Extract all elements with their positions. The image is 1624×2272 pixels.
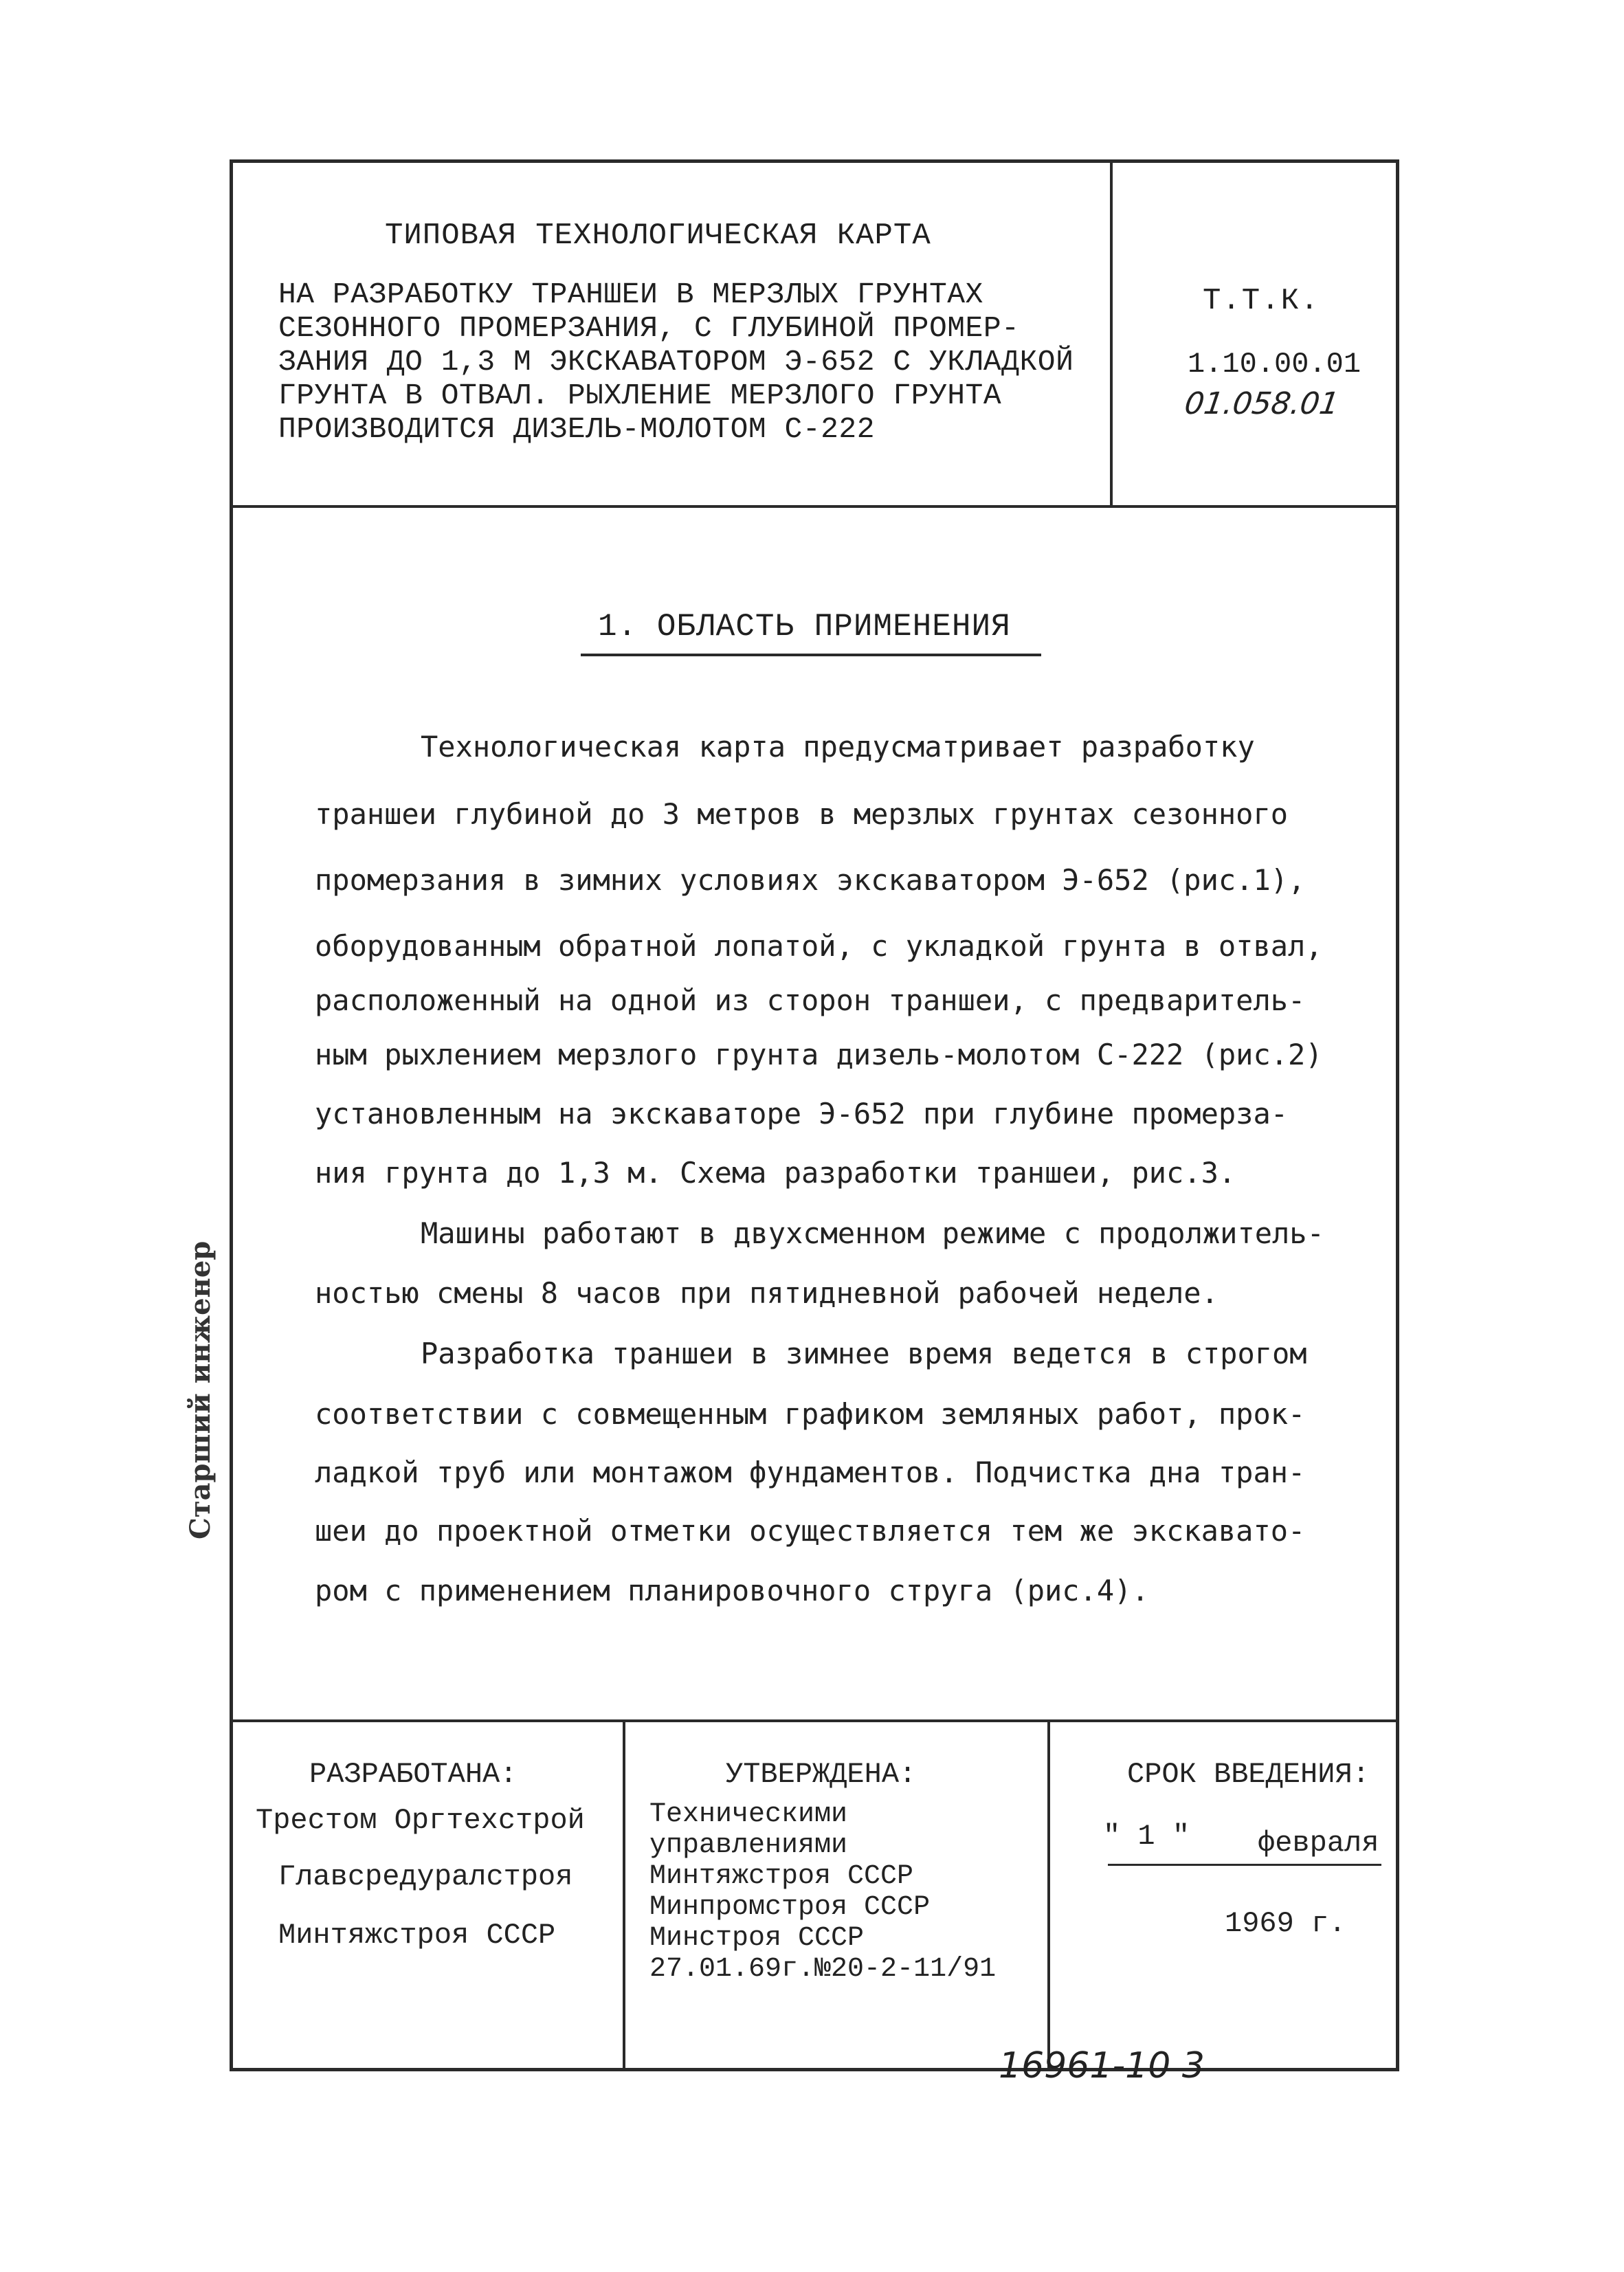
effective-day: " 1 " [1103,1820,1190,1853]
paragraph-line: ния грунта до 1,3 м. Схема разработки траншеи, рис.3. [315,1156,1236,1190]
footer-divider [1047,1719,1050,2071]
paragraph-line: установленным на экскаваторе Э-652 при глубине промерза- [315,1097,1289,1131]
approved-line: 27.01.69г.№20-2-11/91 [649,1954,997,1985]
effective-month: февраля [1258,1827,1379,1860]
paragraph-line: ностью смены 8 часов при пятидневной рабочей неделе. [315,1276,1219,1310]
section-title-underline [581,654,1041,656]
paragraph-line: Разработка траншеи в зимнее время ведется в строгом [421,1337,1307,1370]
effective-heading: СРОК ВВЕДЕНИЯ: [1127,1758,1370,1791]
subtitle-line: ГРУНТА В ОТВАЛ. РЫХЛЕНИЕ МЕРЗЛОГО ГРУНТА [278,379,1002,412]
paragraph-line: Машины работают в двухсменном режиме с продолжитель- [421,1216,1324,1250]
code-number: 1.10.00.01 [1188,348,1361,381]
approved-line: Минтяжстроя СССР [649,1861,914,1892]
footer-divider [623,1719,625,2071]
developed-line: Главсредуралстроя [278,1860,573,1893]
paragraph-line: соответствии с совмещенным графиком земляных работ, прок- [315,1397,1306,1431]
developed-line: Минтяжстроя СССР [278,1919,556,1952]
code-handwritten: 01.058.01 [1182,386,1342,421]
approved-heading: УТВЕРЖДЕНА: [726,1758,917,1791]
paragraph-line: промерзания в зимних условиях экскаватором Э-652 (рис.1), [315,863,1306,897]
approved-line: Техническими [649,1799,848,1830]
developed-line: Трестом Оргтехстрой [256,1804,585,1837]
paragraph-line: расположенный на одной из сторон траншеи, с предваритель- [315,983,1306,1017]
paragraph-line: траншеи глубиной до 3 метров в мерзлых грунтах сезонного [315,797,1289,831]
section-title: 1. ОБЛАСТЬ ПРИМЕНЕНИЯ [598,609,1011,645]
subtitle-line: СЕЗОННОГО ПРОМЕРЗАНИЯ, С ГЛУБИНОЙ ПРОМЕР- [278,311,1020,345]
side-stamp: Старший инженер [184,1240,216,1539]
code-abbreviation: Т.Т.К. [1203,284,1320,318]
effective-year: 1969 г. [1225,1907,1346,1940]
approved-line: Минстроя СССР [649,1923,865,1954]
bottom-handwritten-number: 16961-10 3 [999,2045,1205,2086]
paragraph-line: ным рыхлением мерзлого грунта дизель-молотом С-222 (рис.2) [315,1038,1323,1071]
approved-line: Минпромстроя СССР [649,1892,931,1923]
subtitle-line: ЗАНИЯ ДО 1,3 М ЭКСКАВАТОРОМ Э-652 С УКЛАДКОЙ [278,345,1074,379]
document-title: ТИПОВАЯ ТЕХНОЛОГИЧЕСКАЯ КАРТА [385,219,931,253]
approved-line: управлениями [649,1830,848,1861]
paragraph-line: ром с применением планировочного струга (рис.4). [315,1574,1149,1607]
subtitle-line: НА РАЗРАБОТКУ ТРАНШЕИ В МЕРЗЛЫХ ГРУНТАХ [278,278,983,311]
paragraph-line: ладкой труб или монтажом фундаментов. Подчистка дна тран- [315,1456,1306,1489]
paragraph-line: Технологическая карта предусматривает разработку [421,730,1255,764]
header-bottom-rule [230,505,1399,508]
developed-heading: РАЗРАБОТАНА: [309,1758,518,1791]
paragraph-line: шеи до проектной отметки осуществляется тем же экскавато- [315,1514,1306,1548]
footer-top-rule [230,1719,1399,1722]
date-underline [1108,1864,1381,1866]
paragraph-line: оборудованным обратной лопатой, с укладкой грунта в отвал, [315,929,1323,963]
subtitle-line: ПРОИЗВОДИТСЯ ДИЗЕЛЬ-МОЛОТОМ С-222 [278,412,876,446]
document-subtitle [278,278,1117,446]
